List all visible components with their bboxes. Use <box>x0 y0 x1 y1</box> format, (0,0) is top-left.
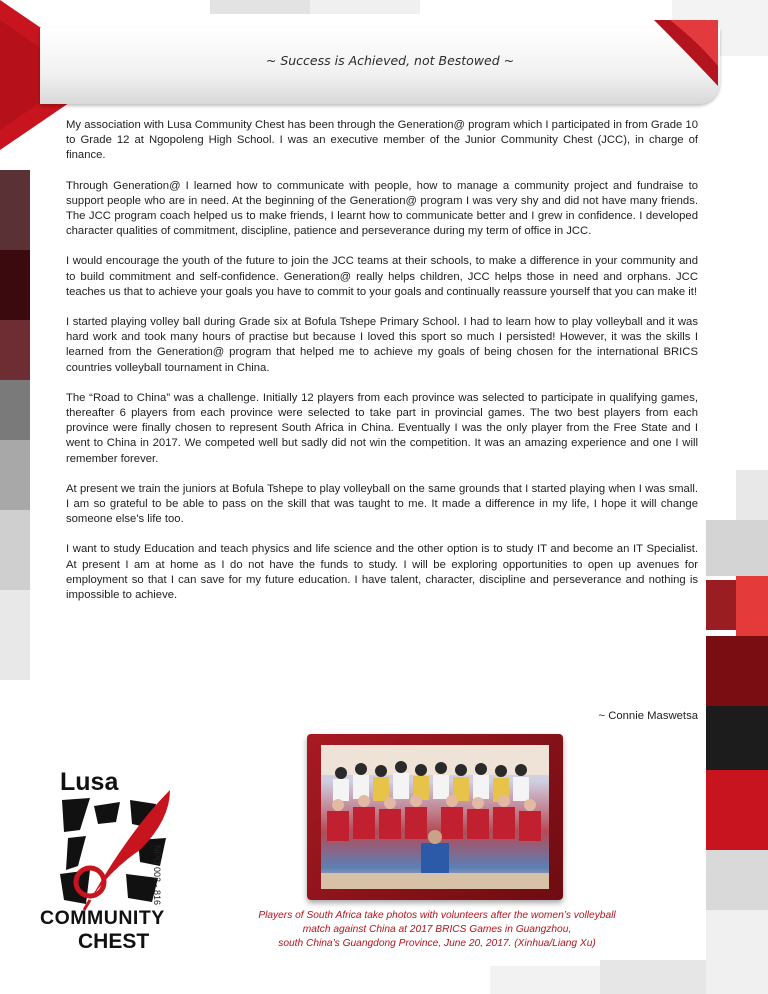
decor-square <box>0 440 30 510</box>
decor-square <box>706 580 736 630</box>
decor-square <box>210 0 310 14</box>
article-paragraph: My association with Lusa Community Chest has been through the Generation@ program which I participated in from Grade 10 to Grade 12 at Ngopoleng High School. I was an executive member of the Junior Community Chest (JCC), in charge of finance. <box>66 119 698 162</box>
page-motto: ~ Success is Achieved, not Bestowed ~ <box>265 53 515 68</box>
photo-caption <box>212 909 662 951</box>
caption-line: south China’s Guangdong Province, June 20, 2017. (Xinhua/Liang Xu) <box>278 938 596 949</box>
photo-frame <box>307 734 563 900</box>
article-paragraph: Through Generation@ I learned how to communicate with people, how to manage a community project and fundraise to support people who are in need. At the beginning of the Generation@ program I was very shy and did not have many friends. The JCC program coach helped us to make friends, I learnt how to communicate better and I grew in confidence. I developed character qualities of commitment, discipline, patience and perseverance during my term of office in JCC. <box>66 179 698 238</box>
article-paragraph: I want to study Education and teach physics and life science and the other option is to study IT and become an IT Specialist. At present I am at home as I do not have the funds to study. I will be exploring opportunities to open up avenues for employment so that I can save for my future education. I have talent, character, discipline and perseverance and nothing is impossible to achieve. <box>66 543 698 602</box>
decor-square <box>490 966 600 994</box>
decor-square <box>0 380 30 440</box>
caption-line: match against China at 2017 BRICS Games in Guangzhou, <box>302 924 572 935</box>
decor-square <box>0 510 30 590</box>
logo-community: COMMUNITY <box>40 907 165 929</box>
decor-square <box>600 960 706 994</box>
article-paragraph: At present we train the juniors at Bofula Tshepe to play volleyball on the same grounds that I started playing when I was small. I am so grateful to be able to pass on the skill that was taught to me. It made a difference in my life, I hope it will change someone else's life too. <box>66 482 698 526</box>
decor-square <box>0 250 30 320</box>
decor-square <box>706 520 768 576</box>
decor-square <box>736 470 768 520</box>
decor-square <box>706 850 768 910</box>
logo-title: Lusa <box>60 768 119 796</box>
article-body <box>66 118 698 618</box>
decor-square <box>736 576 768 636</box>
article-paragraph: I started playing volley ball during Grade six at Bofula Tshepe Primary School. I had to learn how to play volleyball and it was hard work and took many hours of practise but because I loved this sport so much I persisted! However, it was the skills I learned from the Generation@ program that helped me to achieve my goals of being chosen for the international BRICS countries volleyball tournament in China. <box>66 316 698 374</box>
header-corner-decor <box>650 16 722 96</box>
decor-square <box>310 0 420 14</box>
article-paragraph: The “Road to China” was a challenge. Initially 12 players from each province was selected to participate in qualifying games, thereafter 6 players from each province were selected to take part in provincial games. The two best players from each province were finally chosen to represent South Africa in China. Eventually I was the only player from the Free State and I went to China in 2017. We competed well but sadly did not win the competition. It was an amazing experience and one I will remember forever. <box>66 391 698 465</box>
decor-square <box>706 910 768 994</box>
team-photo-illustration <box>321 745 549 889</box>
decor-square <box>706 636 768 706</box>
caption-line: Players of South Africa take photos with volunteers after the women’s volleyball <box>258 910 616 921</box>
decor-square <box>706 770 768 850</box>
article-paragraph: I would encourage the youth of the future to join the JCC teams at their schools, to make a difference in your community and to build commitment and self-confidence. Generation@ really helps children, JCC helps those in need and orphans. JCC teaches us that to achieve your goals you have to commit to your goals and continually reassure yourself that you can make it! <box>66 255 698 298</box>
logo-chest: CHEST <box>78 930 150 953</box>
team-photo <box>321 745 549 889</box>
author-signature: ~ Connie Maswetsa <box>598 710 698 722</box>
decor-square <box>706 706 768 770</box>
decor-square <box>0 320 30 380</box>
decor-square <box>0 170 30 250</box>
decor-square <box>0 590 30 680</box>
npo-number: NPO 002 - 816 <box>152 845 162 906</box>
